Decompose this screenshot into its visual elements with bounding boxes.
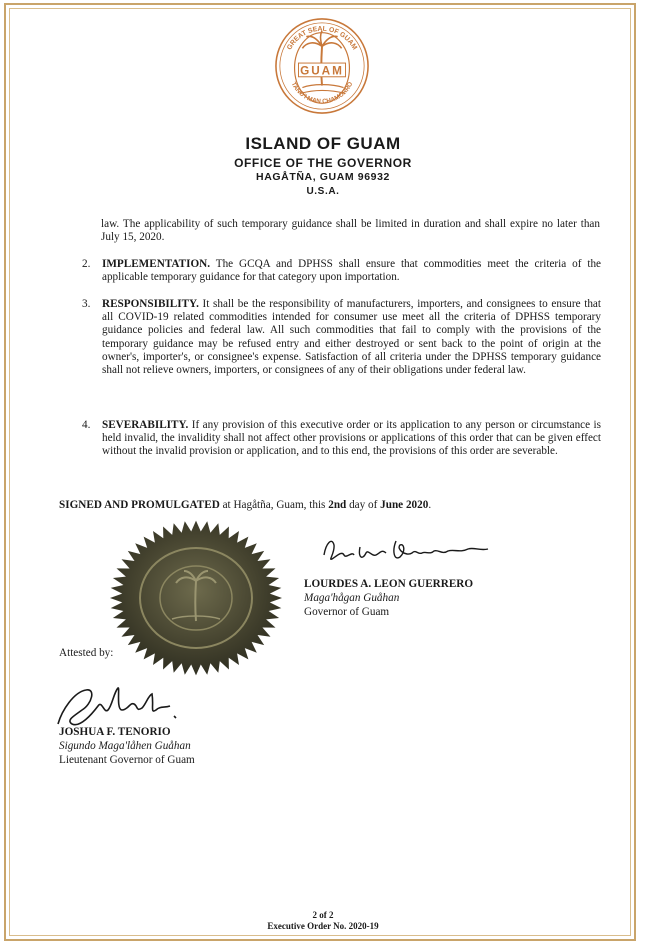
- header-office: OFFICE OF THE GOVERNOR: [234, 156, 412, 170]
- item-body: [102, 258, 601, 284]
- seal-text-top: GREAT SEAL OF GUAM: [286, 25, 358, 52]
- item-number: 3.: [82, 298, 91, 310]
- item-heading: RESPONSIBILITY.: [102, 298, 199, 310]
- footer-order-number: Executive Order No. 2020-19: [267, 921, 379, 931]
- lt-governor-title-chamorro: Sigundo Maga'låhen Guåhan: [59, 740, 191, 752]
- governor-signature: [320, 527, 495, 572]
- header-country: U.S.A.: [306, 186, 340, 197]
- item-heading: SEVERABILITY.: [102, 419, 189, 431]
- lt-governor-title: Lieutenant Governor of Guam: [59, 754, 195, 766]
- item-body: [102, 298, 601, 377]
- footer-page-number: 2 of 2: [312, 910, 334, 920]
- lt-governor-name: JOSHUA F. TENORIO: [59, 726, 171, 738]
- governor-title-chamorro: Maga'hågan Guåhan: [304, 592, 400, 604]
- item-heading: IMPLEMENTATION.: [102, 258, 211, 270]
- signed-promulgated-line: SIGNED AND PROMULGATED at Hagåtña, Guam, this 2nd day of June 2020.: [59, 499, 432, 511]
- item-number: 2.: [82, 258, 91, 270]
- governor-name: LOURDES A. LEON GUERRERO: [304, 578, 474, 590]
- governor-title: Governor of Guam: [304, 606, 390, 618]
- item-body: [102, 419, 601, 459]
- item-text: If any provision of this executive order or its application to any person or circumstance is held invalid, the invalidity shall not affect other provisions or applications of this order that can be given effect without the invalid provision or application, and to this end, the provisions of this order are severable.: [102, 419, 601, 458]
- attested-label: Attested by:: [59, 647, 114, 659]
- item-text: The GCQA and DPHSS shall ensure that commodities meet the criteria of the applicable temporary guidance for that category upon importation.: [102, 258, 601, 284]
- seal-word: GUAM: [300, 64, 344, 78]
- continuation-paragraph: law. The applicability of such temporary guidance shall be limited in duration and shall expire no later than July 15, 2020.: [101, 218, 600, 244]
- item-text: It shall be the responsibility of manufacturers, importers, and consignees to ensure that all COVID-19 related commodities intended for consumer use meet all the criteria of DPHSS temporary guidance policies and federal law. All such commodities that fail to comply with the provisions of the temporary guidance may be refused entry and either destroyed or sent back to the point of origin at the owner's, importer's, or consignee's expense. Satisfaction of all criteria under the DPHSS temporary guidance shall not relieve owners, importers, or consignees of any of their obligations under federal law.: [102, 298, 601, 377]
- item-number: 4.: [82, 419, 91, 431]
- embossed-gold-seal: [108, 519, 284, 677]
- header-city: HAGÅTÑA, GUAM 96932: [256, 171, 390, 183]
- seal-text-bottom: TANO'I MAN CHAMORRO: [289, 80, 355, 106]
- header-title: ISLAND OF GUAM: [245, 134, 401, 153]
- great-seal-of-guam-logo: [273, 17, 371, 115]
